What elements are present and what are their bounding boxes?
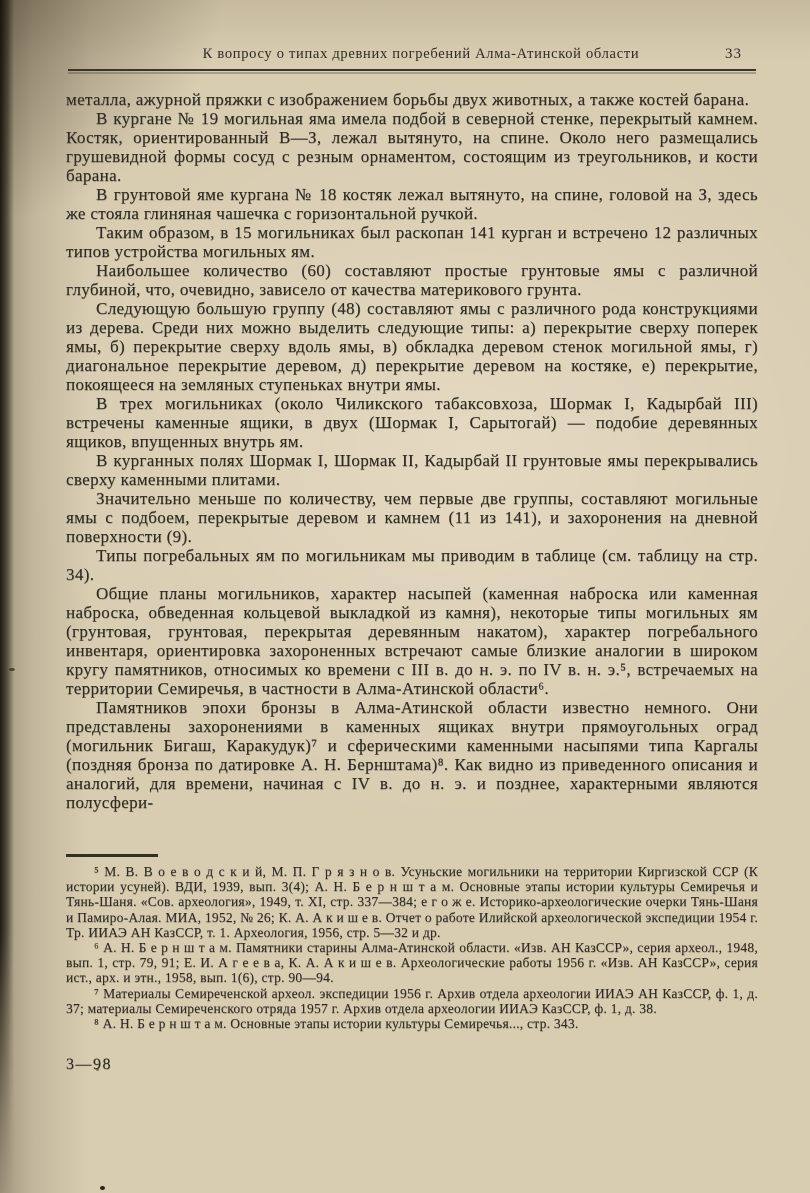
page-number: 33 xyxy=(725,46,742,62)
paragraph: Значительно меньше по количеству, чем первые две группы, составляют могильные ямы с подбоем, перекрытые деревом и камнем (11 из 141), и захоронения на дневной поверхности (9). xyxy=(66,489,758,546)
paragraph: Типы погребальных ям по могильникам мы приводим в таблице (см. таблицу на стр. 34). xyxy=(66,546,758,584)
paragraph: Памятников эпохи бронзы в Алма-Атинской области известно немного. Они представлены захоронениями в каменных ящиках внутри прямоугольных оград (могильник Бигаш, Каракудук)⁷ и сферическими каменными насыпями типа Каргалы (поздняя бронза по датировке А. Н. Бернштама)⁸. Как видно из приведенного описания и аналогий, для времени, начиная с IV в. до н. э. и позднее, характерными являются полусфери- xyxy=(66,698,758,812)
footnotes-block xyxy=(66,864,758,1031)
paragraph: Следующую большую группу (48) составляют ямы с различного рода конструкциями из дерева. Среди них можно выделить следующие типы: а) перекрытие сверху поперек ямы, б) перекрытие сверху вдоль ямы, в) обкладка деревом стенок могильной ямы, г) диагональное перекрытие деревом, д) перекрытие деревом на костяке, е) перекрытие, покоящееся на земляных ступеньках внутри ямы. xyxy=(66,299,758,394)
footnote: ⁶ А. Н. Б е р н ш т а м. Памятники старины Алма-Атинской области. «Изв. АН КазССР», серия археол., 1948, вып. 1, стр. 79, 91; Е. И. А г е е в а, К. А. А к и ш е в. Археологические работы 1956 г. «Изв. АН КазССР», серия ист., арх. и этн., 1958, вып. 1(6), стр. 90—94. xyxy=(66,940,758,986)
running-head xyxy=(86,46,756,66)
footnote: ⁸ А. Н. Б е р н ш т а м. Основные этапы истории культуры Семиречья..., стр. 343. xyxy=(94,1016,579,1032)
signature-mark: 3—98 xyxy=(66,1056,112,1073)
paper-speck xyxy=(9,668,15,671)
footnote: ⁷ Материалы Семиреченской археол. экспедиции 1956 г. Архив отдела археологии ИИАЭ АН КазССР, ф. 1, д. 37; материалы Семиреченского отряда 1957 г. Архив отдела археологии ИИАЭ КазССР, ф. 1, д. 38. xyxy=(66,985,758,1016)
paragraph: В грунтовой яме кургана № 18 костяк лежал вытянуто, на спине, головой на З, здесь же стояла глиняная чашечка с горизонтальной ручкой. xyxy=(66,185,758,223)
footnote: ⁵ М. В. В о е в о д с к и й, М. П. Г р я з н о в. Усуньские могильники на территории Киргизской ССР (К истории усуней). ВДИ, 1939, вып. 3(4); А. Н. Б е р н ш т а м. Основные этапы истории культуры Семиречья и Тянь-Шаня. «Сов. археология», 1949, т. XI, стр. 337—384; е г о ж е. Историко-археологические очерки Тянь-Шаня и Памиро-Алая. МИА, 1952, № 26; К. А. А к и ш е в. Отчет о работе Илийской археологической экспедиции 1954 г. Тр. ИИАЭ АН КазССР, т. 1. Археология, 1956, стр. 5—32 и др. xyxy=(66,864,758,940)
body-text-block xyxy=(66,90,758,812)
page-gutter-shadow xyxy=(0,0,14,1193)
paragraph: Наибольшее количество (60) составляют простые грунтовые ямы с различной глубиной, что, очевидно, зависело от качества материкового грунта. xyxy=(66,261,758,299)
paragraph: В курганных полях Шормак I, Шормак II, Кадырбай II грунтовые ямы перекрывались сверху каменными плитами. xyxy=(66,451,758,489)
paragraph: Таким образом, в 15 могильниках был раскопан 141 курган и встречено 12 различных типов устройства могильных ям. xyxy=(66,223,758,261)
footnote-separator xyxy=(66,854,158,857)
paper-speck xyxy=(100,1186,105,1190)
paragraph: В трех могильниках (около Чиликского табаксовхоза, Шормак I, Кадырбай III) встречены каменные ящики, в двух (Шормак I, Сарытогай) — подобие деревянных ящиков, впущенных внутрь ям. xyxy=(66,394,758,451)
header-rule xyxy=(68,69,756,71)
running-title: К вопросу о типах древних погребений Алма-Атинской области xyxy=(202,46,640,62)
paragraph: металла, ажурной пряжки с изображением борьбы двух животных, а также костей барана. xyxy=(66,90,750,109)
paragraph: Общие планы могильников, характер насыпей (каменная наброска или каменная наброска, обведенная кольцевой выкладкой из камня), некоторые типы могильных ям (грунтовая, грунтовая, перекрытая деревянным накатом), характер погребального инвентаря, ориентировка захороненных встречают самые близкие аналогии в широком кругу памятников, относимых ко времени с III в. до н. э. по IV в. н. э.⁵, встречаемых на территории Семиречья, в частности в Алма-Атинской области⁶. xyxy=(66,584,758,698)
paragraph: В кургане № 19 могильная яма имела подбой в северной стенке, перекрытый камнем. Костяк, ориентированный В—З, лежал вытянуто, на спине. Около него размещались грушевидной формы сосуд с резным орнаментом, состоящим из треугольников, и кости барана. xyxy=(66,109,758,185)
